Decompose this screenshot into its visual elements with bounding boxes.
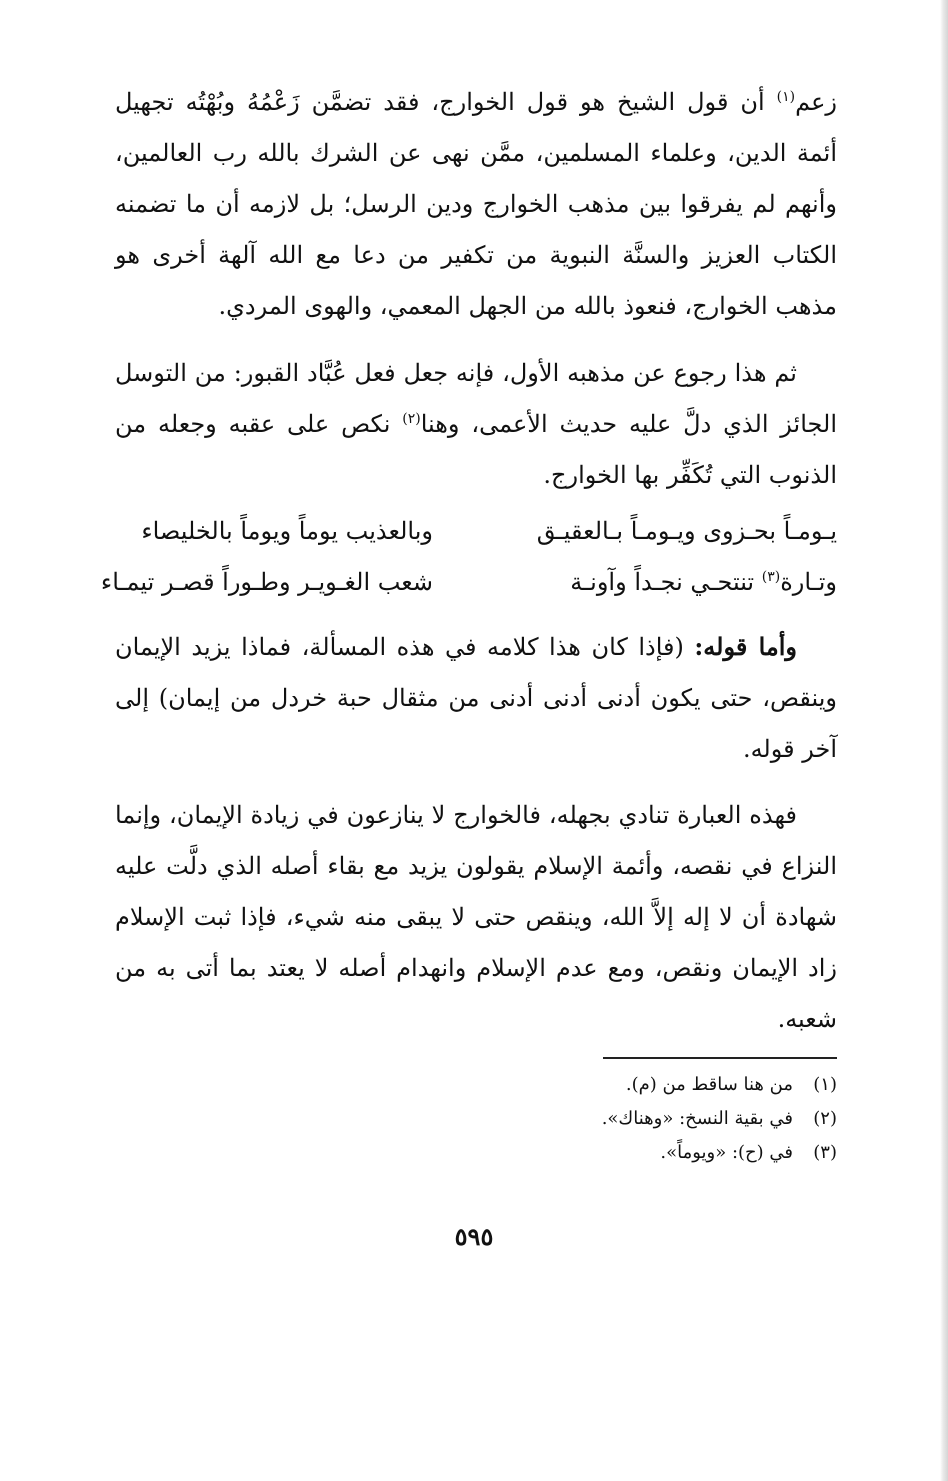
footnote-number: (٣)	[813, 1142, 837, 1163]
paragraph-1-start: زعم	[795, 88, 837, 116]
footnote-number: (١)	[813, 1074, 837, 1095]
verse-2-first-start: وتـارة	[780, 568, 837, 596]
verse-2-second-hemistich: شعب الغـويـر وطـوراً قصـر تيمـاء	[100, 568, 433, 596]
paragraph-3-text: (فإذا كان هذا كلامه في هذه المسألة، فماذا يزيد الإيمان وينقص، حتى يكون أدنى أدنى أدنى من مثقال حبة خردل من إيمان) إلى آخر قوله.	[115, 633, 837, 763]
paragraph-4-text: فهذه العبارة تنادي بجهله، فالخوارج لا ينازعون في زيادة الإيمان، وإنما النزاع في نقصه، وأئمة الإسلام يقولون يزيد مع بقاء أصله الذي دلَّت عليه شهادة أن لا إله إلاَّ الله، وينقص حتى لا يبقى منه شيء، فإذا ثبت الإسلام زاد الإيمان ونقص، ومع عدم الإسلام وانهدام أصله لا يعتد بما أتى به من شعبه.	[115, 801, 838, 1033]
footnote-text: في بقية النسخ: «وهناك».	[601, 1108, 793, 1129]
poem-verse-2	[100, 557, 837, 608]
verse-2-first-hemistich	[519, 557, 837, 608]
paragraph-2-start: ثم هذا رجوع عن مذهبه الأول، فإنه جعل فعل عُبَّاد القبور: من التوسل الجائز الذي دلَّ عليه حديث الأعمى، وهنا	[115, 359, 838, 438]
footnote-1	[400, 1068, 837, 1102]
paragraph-2-text: نكص على عقبه وجعله من الذنوب التي تُكَفِّر بها الخوارج.	[115, 410, 837, 489]
verse-1-first-hemistich: يـومـاً بحـزوى ويـومـاً بـالعقيـق	[536, 517, 837, 545]
footnote-text: في (ح): «ويوماً».	[660, 1142, 793, 1163]
footnote-divider	[603, 1057, 837, 1059]
paragraph-2	[115, 348, 837, 501]
footnote-ref-2[interactable]: (٢)	[402, 411, 421, 427]
paragraph-3	[115, 621, 837, 775]
footnote-text: من هنا ساقط من (م).	[625, 1074, 793, 1095]
page-binding-edge	[940, 0, 948, 1481]
footnote-2	[400, 1102, 837, 1136]
poem-verse-1	[115, 506, 837, 557]
page-number: ٥٩٥	[454, 1222, 494, 1251]
footnote-ref-3[interactable]: (٣)	[761, 569, 781, 585]
paragraph-1	[115, 77, 837, 332]
verse-2-first-rest: تنتحـي نجـداً وآونـة	[570, 568, 762, 596]
paragraph-3-lead: وأما قوله:	[694, 632, 797, 661]
footnote-3	[400, 1136, 837, 1170]
footnote-ref-1[interactable]: (١)	[776, 89, 796, 105]
footnote-number: (٢)	[813, 1108, 837, 1129]
poem-verses	[100, 506, 837, 608]
paragraph-4	[115, 790, 837, 1045]
footnotes	[400, 1068, 837, 1170]
paragraph-1-text: أن قول الشيخ هو قول الخوارج، فقد تضمَّن زَعْمُهُ وبُهْتُه تجهيل أئمة الدين، وعلماء المسلمين، ممَّن نهى عن الشرك بالله رب العالمين، وأنهم لم يفرقوا بين مذهب الخوارج ودين الرسل؛ بل لازمه أن ما تضمنه الكتاب العزيز والسنَّة النبوية من تكفير من دعا مع الله آلهة أخرى هو مذهب الخوارج، فنعوذ بالله من الجهل المعمي، والهوى المردي.	[115, 88, 837, 320]
verse-1-second-hemistich: وبالعذيب يوماً ويوماً بالخليصاء	[141, 517, 433, 545]
